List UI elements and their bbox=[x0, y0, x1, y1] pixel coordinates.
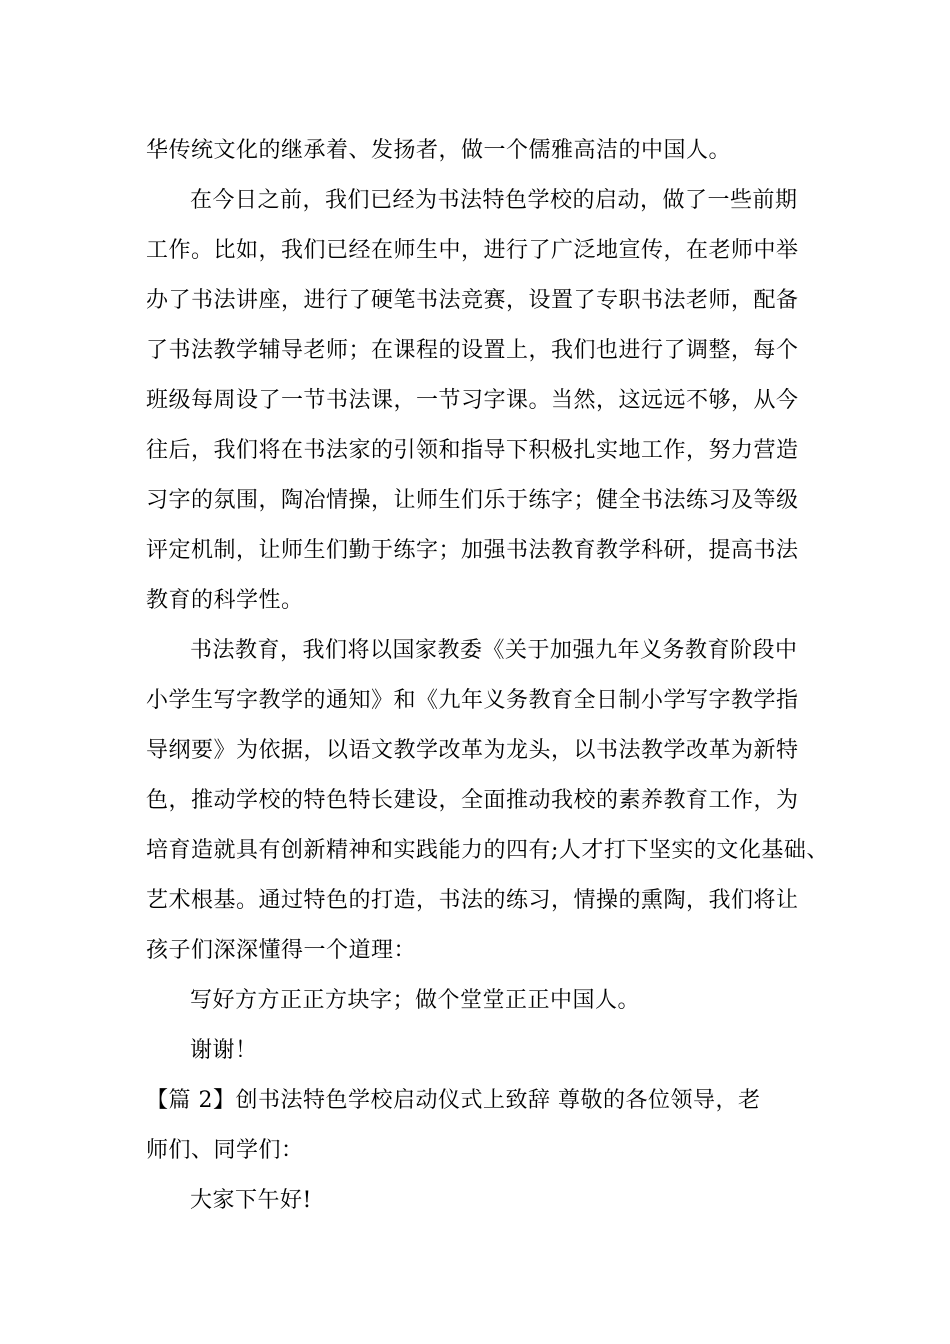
paragraph-line: 艺术根基。通过特色的打造，书法的练习，情操的熏陶，我们将让 bbox=[146, 888, 799, 913]
paragraph-line: 华传统文化的继承着、发扬者，做一个儒雅高洁的中国人。 bbox=[146, 138, 732, 163]
paragraph-line: 了书法教学辅导老师；在课程的设置上，我们也进行了调整，每个 bbox=[146, 338, 799, 363]
paragraph-line: 培育造就具有创新精神和实践能力的四有;人才打下坚实的文化基础、 bbox=[146, 838, 829, 863]
paragraph-line: 工作。比如，我们已经在师生中，进行了广泛地宣传，在老师中举 bbox=[146, 238, 799, 263]
paragraph-line: 色，推动学校的特色特长建设，全面推动我校的素养教育工作，为 bbox=[146, 788, 799, 813]
paragraph-line: 书法教育，我们将以国家教委《关于加强九年义务教育阶段中 bbox=[190, 638, 798, 663]
paragraph-line: 习字的氛围，陶冶情操，让师生们乐于练字；健全书法练习及等级 bbox=[146, 488, 799, 513]
paragraph-line: 小学生写字教学的通知》和《九年义务教育全日制小学写字教学指 bbox=[146, 688, 799, 713]
paragraph-line: 教育的科学性。 bbox=[146, 588, 304, 613]
paragraph-line: 大家下午好! bbox=[190, 1188, 312, 1213]
paragraph-line: 评定机制，让师生们勤于练字；加强书法教育教学科研，提高书法 bbox=[146, 538, 799, 563]
paragraph-line: 在今日之前，我们已经为书法特色学校的启动，做了一些前期 bbox=[190, 188, 798, 213]
paragraph-line: 班级每周设了一节书法课，一节习字课。当然，这远远不够，从今 bbox=[146, 388, 799, 413]
paragraph-line: 导纲要》为依据，以语文教学改革为龙头，以书法教学改革为新特 bbox=[146, 738, 799, 763]
section-heading-line: 【篇 2】创书法特色学校启动仪式上致辞 尊敬的各位领导，老 bbox=[146, 1088, 761, 1113]
paragraph-line: 孩子们深深懂得一个道理： bbox=[146, 938, 417, 963]
paragraph-line: 办了书法讲座，进行了硬笔书法竞赛，设置了专职书法老师，配备 bbox=[146, 288, 799, 313]
paragraph-line: 写好方方正正方块字；做个堂堂正正中国人。 bbox=[190, 988, 641, 1013]
paragraph-line: 师们、同学们： bbox=[146, 1138, 304, 1163]
paragraph-line: 谢谢！ bbox=[190, 1038, 258, 1063]
paragraph-line: 往后，我们将在书法家的引领和指导下积极扎实地工作，努力营造 bbox=[146, 438, 799, 463]
